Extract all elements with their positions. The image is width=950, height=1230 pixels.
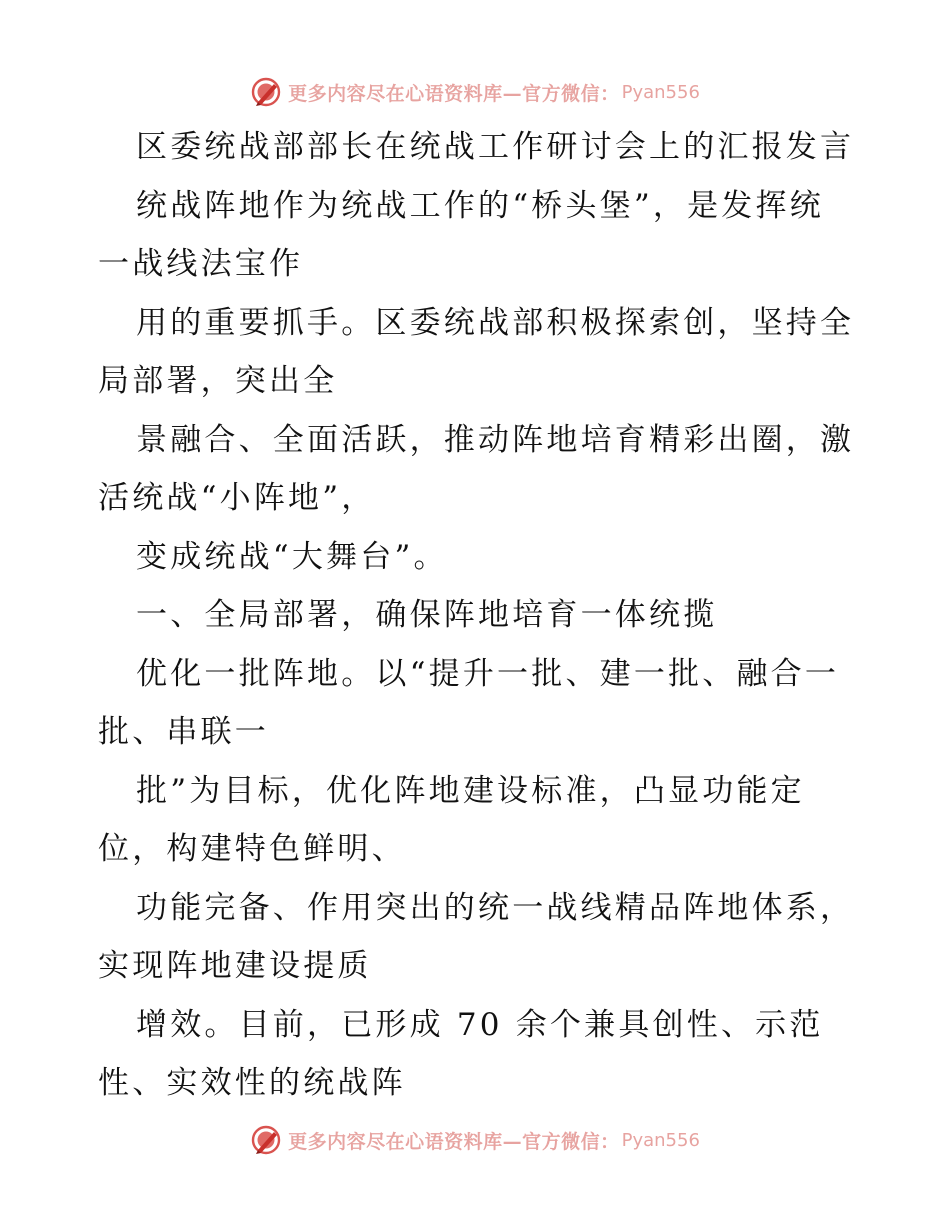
watermark-text: 更多内容尽在心语资料库—官方微信： [288,1130,620,1153]
paragraph-line: 实现阵地建设提质 [98,948,372,984]
pen-logo-icon [250,76,282,108]
document-body [98,118,858,1113]
paragraph-line: 批”为目标，优化阵地建设标准，凸显功能定 [136,772,805,809]
document-title: 区委统战部部长在统战工作研讨会上的汇报发言 [136,129,855,165]
paragraph-line: 景融合、全面活跃，推动阵地培育精彩出圈，激 [136,421,855,458]
watermark-brand: Pyan556 [621,1129,700,1151]
paragraph-line: 性、实效性的统战阵 [98,1065,406,1101]
header-watermark [0,72,950,112]
paragraph-line: 功能完备、作用突出的统一战线精品阵地体系， [136,889,855,926]
section-heading: 一、全局部署，确保阵地培育一体统揽 [136,597,718,633]
paragraph-line: 批、串联一 [98,714,269,750]
paragraph-line: 位，构建特色鲜明、 [98,831,406,867]
footer-watermark [0,1120,950,1160]
paragraph-line: 局部署，突出全 [98,363,338,399]
paragraph-line: 用的重要抓手。区委统战部积极探索创，坚持全 [136,304,855,341]
watermark-text: 更多内容尽在心语资料库—官方微信： [288,82,620,105]
paragraph-line: 增效。目前，已形成 70 余个兼具创性、示范 [136,1006,824,1043]
pen-logo-icon [250,1124,282,1156]
paragraph-line: 一战线法宝作 [98,246,304,282]
paragraph-line: 优化一批阵地。以“提升一批、建一批、融合一 [136,655,840,692]
paragraph-line: 变成统战“大舞台”。 [136,538,448,575]
paragraph-line: 统战阵地作为统战工作的“桥头堡”，是发挥统 [136,187,824,224]
watermark-brand: Pyan556 [621,81,700,103]
paragraph-line: 活统战“小阵地”， [98,480,376,516]
